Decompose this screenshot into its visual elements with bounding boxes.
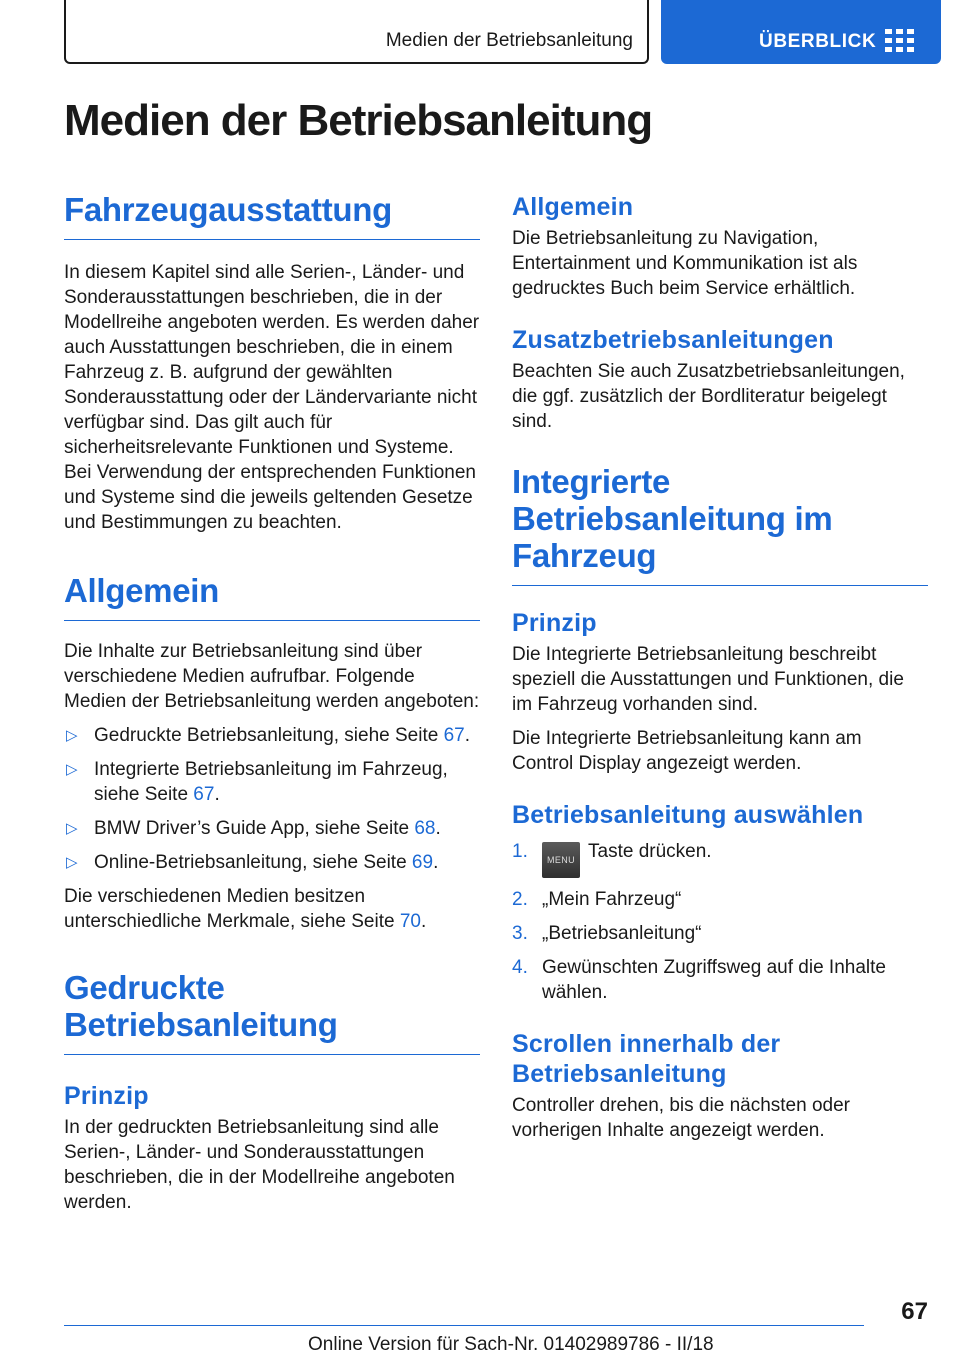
- steps-list: [512, 839, 928, 1005]
- step-number: 4.: [512, 956, 528, 978]
- triangle-bullet-icon: ▷: [66, 760, 78, 778]
- page-link[interactable]: 68: [414, 817, 436, 839]
- page-number: 67: [901, 1298, 928, 1325]
- subheading-allgemein: Allgemein: [512, 193, 634, 221]
- paragraph-scrollen: Controller drehen, bis die nächsten oder vorherigen Inhalte angezeigt werden.: [512, 1094, 850, 1141]
- step-number: 2.: [512, 888, 528, 910]
- page-link[interactable]: 67: [443, 724, 465, 746]
- paragraph-fahrzeugausstattung: In diesem Kapitel sind alle Serien-, Länder- und Sonderausstattungen beschrieben, die in der Modellreihe angeboten werden. Es werden daher auch Ausstattungen beschrieben, die in einem Fahrzeug z. B. aufgrund der gewählten Sonderausstattung oder der Ländervariante nicht verfügbar sind. Das gilt auch für sicherheitsrelevante Funktionen und Systeme. Bei Verwendung der entsprechenden Funktionen und Systeme sind die jeweils geltenden Gesetze und Bestimmungen zu beachten.: [64, 261, 480, 533]
- online-version-text: Online Version für Sach-Nr. 01402989786 - II/18: [308, 1334, 714, 1355]
- menu-key-icon: MENU: [542, 842, 580, 878]
- step-number: 3.: [512, 922, 528, 944]
- paragraph-allgemein: Die Inhalte zur Betriebsanleitung sind über verschiedene Medien aufrufbar. Folgende Medien der Betriebsanleitung werden angeboten:: [64, 640, 480, 712]
- heading-gedruckte-betriebsanleitung: Gedruckte Betriebsanleitung: [64, 970, 480, 1055]
- paragraph-allgemein-right: Die Betriebsanleitung zu Navigation, Entertainment und Kommunikation ist als gedrucktes Buch beim Service erhältlich.: [512, 228, 858, 299]
- list-item: ▷ Integrierte Betriebsanleitung im Fahrzeug, siehe Seite 67.: [66, 758, 448, 805]
- subheading-scrollen: Scrollen innerhalb der Betriebsanleitung: [512, 1029, 781, 1088]
- page-link[interactable]: 69: [411, 851, 434, 873]
- right-column: [512, 192, 928, 1143]
- list-item: ▷ BMW Driver’s Guide App, siehe Seite 68.: [66, 817, 441, 839]
- list-item: 1. MENU Taste drücken.: [512, 839, 928, 878]
- subheading-prinzip-right: Prinzip: [512, 608, 597, 637]
- left-column: [64, 192, 480, 1215]
- subheading-betriebsanleitung-auswaehlen: Betriebsanleitung auswählen: [512, 800, 864, 829]
- overview-nav-button[interactable]: [661, 0, 941, 64]
- paragraph-prinzip: In der gedruckten Betriebsanleitung sind alle Serien-, Länder- und Sonderausstattungen beschrieben, die in der Modellreihe angeboten werden.: [64, 1116, 455, 1213]
- paragraph-prinzip-right-2: Die Integrierte Betriebsanleitung kann am Control Display angezeigt werden.: [512, 727, 862, 774]
- header-section-title: Medien der Betriebsanleitung: [385, 30, 633, 51]
- heading-integrierte-betriebsanleitung: Integrierte Betriebsanleitung im Fahrzeug: [512, 464, 928, 586]
- triangle-bullet-icon: ▷: [66, 853, 78, 871]
- page-link[interactable]: 67: [193, 783, 215, 805]
- triangle-bullet-icon: ▷: [66, 819, 78, 837]
- list-item: ▷ Gedruckte Betriebsanleitung, siehe Seite 67.: [66, 724, 471, 746]
- step-number: 1.: [512, 840, 528, 862]
- media-list: [64, 723, 480, 875]
- triangle-bullet-icon: ▷: [66, 726, 78, 744]
- heading-allgemein: Allgemein: [64, 573, 480, 621]
- heading-fahrzeugausstattung: Fahrzeugausstattung: [64, 192, 480, 240]
- list-item: 3. „Betriebsanleitung“: [512, 922, 702, 944]
- subheading-zusatzbetriebsanleitungen: Zusatzbetriebsanleitungen: [512, 326, 834, 354]
- page-link[interactable]: 70: [399, 910, 421, 932]
- grid-icon: [885, 29, 915, 53]
- overview-nav-label: ÜBERBLICK: [759, 31, 877, 52]
- paragraph-prinzip-right-1: Die Integrierte Betriebsanleitung beschreibt speziell die Ausstattungen und Funktionen, die im Fahrzeug vorhanden sind.: [512, 643, 904, 715]
- list-item: 2. „Mein Fahrzeug“: [512, 888, 682, 910]
- subheading-prinzip: Prinzip: [64, 1081, 149, 1110]
- paragraph-zusatz: Beachten Sie auch Zusatzbetriebsanleitungen, die ggf. zusätzlich der Bordliteratur beigelegt sind.: [512, 361, 905, 432]
- footer-divider: [64, 1325, 864, 1326]
- paragraph-medien: Die verschiedenen Medien besitzen unterschiedliche Merkmale, siehe Seite 70.: [64, 885, 427, 932]
- page-title: Medien der Betriebsanleitung: [64, 96, 653, 145]
- list-item: 4. Gewünschten Zugriffsweg auf die Inhalte wählen.: [512, 956, 886, 1003]
- list-item: ▷ Online-Betriebsanleitung, siehe Seite 69.: [66, 851, 439, 873]
- header-section-box: [64, 0, 649, 64]
